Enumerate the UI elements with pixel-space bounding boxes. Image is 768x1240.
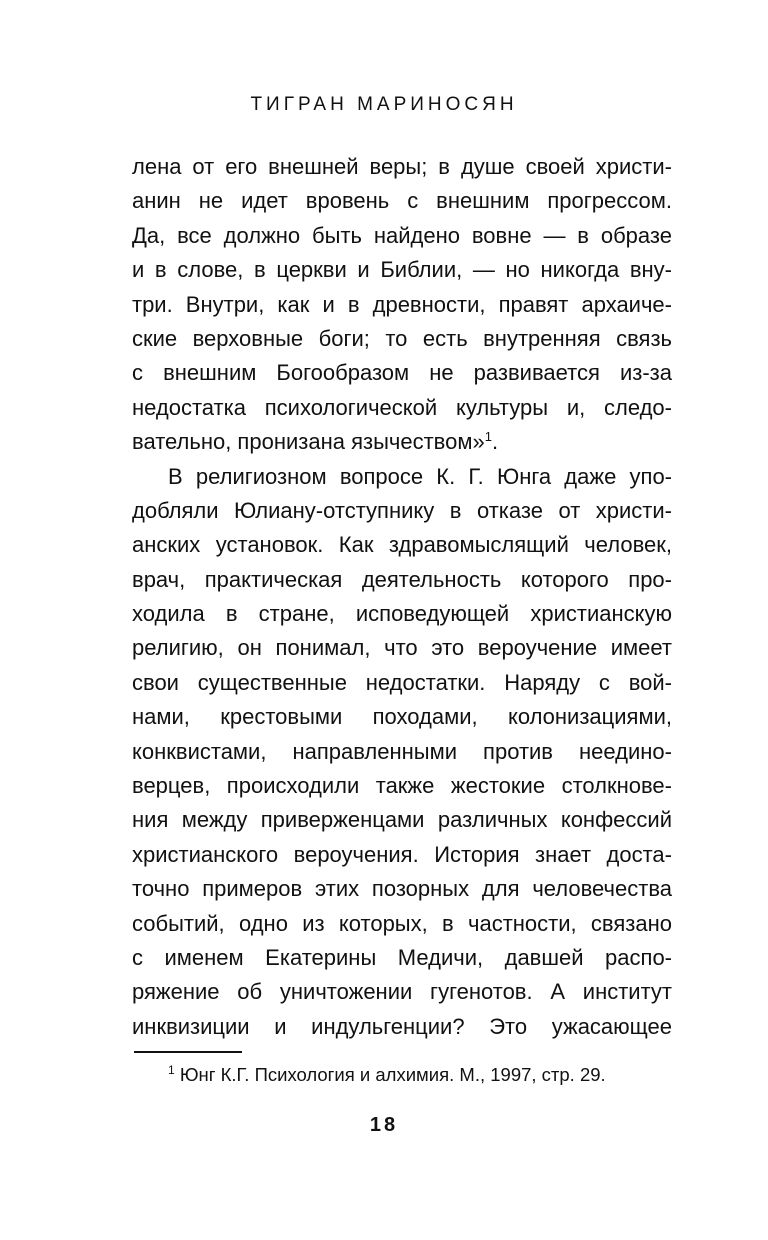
text-line-last [132,425,672,459]
text-line: врач, практическая деятельность которого про- [132,566,672,592]
text-line: ряжение об уничтожении гугенотов. А институт [132,979,672,1005]
text-line: нами, крестовыми походами, колонизациями, [132,704,672,730]
text-line: свои существенные недостатки. Наряду с вой- [132,669,672,695]
text-line: и в слове, в церкви и Библии, — но никогда вну- [132,257,672,283]
text-line: точно примеров этих позорных для человечества [132,876,672,902]
text-line-indented: В религиозном вопросе К. Г. Юнга даже упо- [168,463,672,489]
footnote-reference: 1 [484,429,492,445]
text-line: верцев, происходили также жестокие столкнове- [132,773,672,799]
footnote-marker: 1 [168,1063,175,1077]
text-line: ния между приверженцами различных конфессий [132,807,672,833]
body-text [132,150,672,1044]
text-line: анских установок. Как здравомыслящий человек, [132,532,672,558]
text-line-content: вательно, пронизана язычеством» [132,429,485,455]
text-line: анин не идет вровень с внешним прогрессом. [132,188,672,214]
text-line: инквизиции и индульгенции? Это ужасающее [132,1013,672,1039]
text-line: добляли Юлиану-отступнику в отказе от христи- [132,497,672,523]
running-head: ТИГРАН МАРИНОСЯН [250,94,518,115]
text-line: три. Внутри, как и в древности, правят архаиче- [132,291,672,317]
text-line: с именем Екатерины Медичи, давшей распо- [132,944,672,970]
text-line: ские верховные боги; то есть внутренняя связь [132,325,672,351]
sentence-end: . [491,429,499,455]
text-line: Да, все должно быть найдено вовне — в образе [132,222,672,248]
footnote-separator [134,1051,242,1053]
text-line: ходила в стране, исповедующей христианскую [132,601,672,627]
text-line: недостатка психологической культуры и, следо- [132,394,672,420]
page-number: 18 [369,1114,399,1136]
text-line: конквистами, направленными против неедино- [132,738,672,764]
text-line: лена от его внешней веры; в душе своей христи- [132,154,672,179]
text-line: событий, одно из которых, в частности, связано [132,910,672,936]
footnote-text: Юнг К.Г. Психология и алхимия. М., 1997, стр. 29. [174,1064,606,1085]
footnote [168,1064,678,1086]
text-line: христианского вероучения. История знает доста- [132,841,672,867]
text-line: религию, он понимал, что это вероучение имеет [132,635,672,661]
text-line: с внешним Богообразом не развивается из-за [132,360,672,386]
paragraph-1 [132,150,672,460]
paragraph-2 [132,460,672,1045]
